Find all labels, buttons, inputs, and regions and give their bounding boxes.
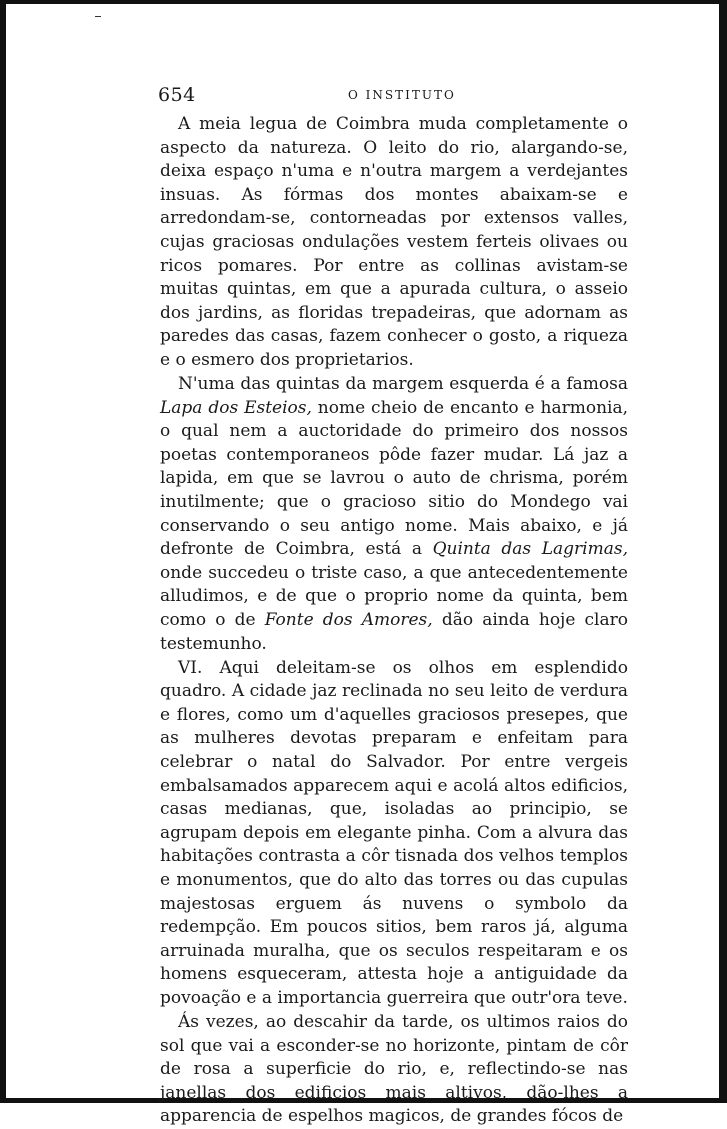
text-run: N'uma das quintas da margem esquerda é a famosa [178,374,628,395]
page-header [158,84,630,108]
text-run: A meia legua de Coimbra muda completamente o aspecto da natureza. O leito do rio, alargando-se, deixa espaço n'uma e n'outra margem a verdejantes insuas. As fórmas dos montes abaixam-se e arredondam-se, contorneadas por extensos valles, cujas graciosas ondulações vestem ferteis olivaes ou ricos pomares. Por entre as collinas avistam-se muitas quintas, em que a apurada cultura, o asseio dos jardins, as floridas trepadeiras, que adornam as paredes das casas, fazem conhecer o gosto, a riqueza e o esmero dos proprietarios. [160,114,628,370]
paragraph [160,1011,628,1129]
text-run: VI. Aqui deleitam-se os olhos em esplendido quadro. A cidade jaz reclinada no seu leito de verdura e flores, como um d'aquelles graciosos presepes, que as mulheres devotas preparam e enfeitam para celebrar o natal do Salvador. Por entre vergeis embalsamados apparecem aqui e acolá altos edificios, casas medianas, que, isoladas ao principio, se agrupam depois em elegante pinha. Com a alvura das habitações contrasta a côr tisnada dos velhos templos e monumentos, que do alto das torres ou das cupulas majestosas erguem ás nuvens o symbolo da redempção. Em poucos sitios, bem raros já, alguma arruinada muralha, que os seculos respeitaram e os homens esqueceram, attesta hoje a antiguidade da povoação e a importancia guerreira que outr'ora teve. [160,657,628,1008]
italic-title: Quinta das Lagrimas, [432,539,628,560]
paragraph [160,113,628,373]
text-run: dão ainda hoje claro testemunho. [160,609,628,654]
page-number: 654 [158,84,196,106]
paragraph [160,657,628,1011]
italic-title: Fonte dos Amores, [264,609,433,630]
italic-title: Lapa dos Esteios, [160,397,312,418]
text-run: nome cheio de encanto e harmonia, o qual nem a auctoridade do primeiro dos nossos poetas contemporaneos pôde fazer mudar. Lá jaz a lapida, em que se lavrou o auto de chrisma, porém inutilmente; que o gracioso sitio do Mondego vai conservando o seu antigo nome. Mais abaixo, e já defronte de Coimbra, está a [160,397,628,560]
text-run: Ás vezes, ao descahir da tarde, os ultimos raios do sol que vai a esconder-se no horizonte, pintam de côr de rosa a superficie do rio, e, reflectindo-se nas janellas dos edificios mais altivos, dão-lhes a apparencia de espelhos magicos, de grandes fócos de [160,1012,628,1127]
body-text [160,113,628,1129]
text-run: onde succedeu o triste caso, a que antecedentemente alludimos, e de que o proprio nome da quinta, bem como o de [160,562,628,630]
running-title: O INSTITUTO [348,88,456,102]
paragraph [160,373,628,656]
